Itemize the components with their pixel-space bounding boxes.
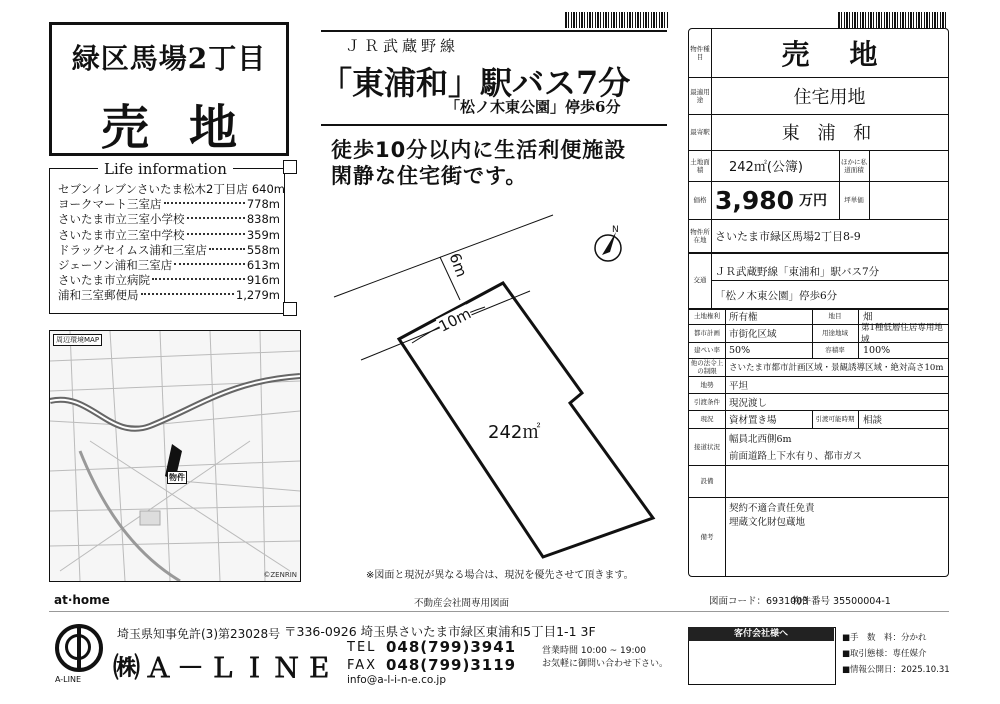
rights-value: 所有権 xyxy=(729,312,758,323)
city-plan-value: 市街化区域 xyxy=(729,329,777,340)
facility-name: ドラッグセイムス浦和三室店 xyxy=(58,242,207,257)
north-label: N xyxy=(612,225,619,235)
row-rights: 土地権利 所有権 地目 畑 xyxy=(689,308,948,325)
road-value-1: 幅員北西側6m xyxy=(729,434,792,445)
row-land-area: 土地面積 242㎡(公簿) ほかに私道面積 xyxy=(689,150,948,182)
life-info-item xyxy=(58,257,280,273)
row-current: 現況 資材置き場 引渡可能時期 相談 xyxy=(689,410,948,429)
road-value-2: 前面道路上下水有り、都市ガス xyxy=(729,451,863,462)
property-number: 物件番号 35500004-1 xyxy=(792,596,891,607)
price-unit: 万円 xyxy=(799,193,827,209)
fax-number: 048(799)3119 xyxy=(386,656,517,674)
terrain-value: 平坦 xyxy=(729,380,749,392)
life-info-item xyxy=(58,227,280,243)
catch-copy xyxy=(331,137,626,189)
row-other-laws: 他の法令上の制限 さいたま市都市計画区域・景観誘導区域・絶対高さ10m xyxy=(689,358,948,377)
facility-name: ヨークマート三室店 xyxy=(58,197,162,212)
row-type: 物件種目 売地 xyxy=(689,29,948,78)
deal-type: ■取引態様：専任媒介 xyxy=(842,649,927,659)
figure-code: 図面コード：6931003 xyxy=(709,596,809,607)
athome-logo: at·home xyxy=(54,593,110,607)
station-access: 「東浦和」駅バス7分 xyxy=(320,64,631,102)
row-facilities: 設備 xyxy=(689,465,948,498)
map-credit: ©ZENRIN xyxy=(263,571,297,579)
catch-line-1: 徒歩10分以内に生活利便施設 xyxy=(331,138,627,162)
life-info-item xyxy=(58,211,280,227)
company-address: 〒336-0926 埼玉県さいたま市緑区東浦和5丁目1-1 3F xyxy=(284,624,596,639)
zoning-value: 第1種低層住居専用地域 xyxy=(861,323,943,345)
facility-name: 浦和三室郵便局 xyxy=(58,288,139,303)
jr-line: ＪＲ武蔵野線 xyxy=(345,37,460,55)
row-delivery: 引渡条件 現況渡し xyxy=(689,393,948,411)
row-use: 最適用途 住宅用地 xyxy=(689,77,948,115)
license-number: 埼玉県知事免許(3)第23028号 xyxy=(117,627,281,641)
row-bcr: 建ぺい率 50% 容積率 100% xyxy=(689,342,948,359)
facility-distance: 1,279m xyxy=(235,288,280,303)
bus-stop-access: 「松ノ木東公園」停歩6分 xyxy=(445,98,621,116)
land-area-value: 242㎡(公簿) xyxy=(729,160,803,175)
sale-type-title: 売地 xyxy=(100,100,277,156)
fax-label: FAX xyxy=(347,658,378,673)
business-hours: 営業時間 10:00 ~ 19:00 お気軽に御問い合わせ下さい。 xyxy=(542,646,669,669)
facility-name: さいたま市立三室小学校 xyxy=(58,212,185,227)
traffic-line-2: 「松ノ木東公園」停歩6分 xyxy=(715,290,838,302)
facility-name: セブンイレブンさいたま松木2丁目店 xyxy=(58,182,248,196)
type-value: 売地 xyxy=(781,38,918,71)
row-address: 物件所在地 さいたま市緑区馬場2丁目8-9 xyxy=(689,219,948,254)
deal-terms xyxy=(842,630,950,678)
facility-name: さいたま市立三室中学校 xyxy=(58,227,185,242)
corner-square-icon xyxy=(283,302,297,316)
area-title: 緑区馬場2丁目 xyxy=(71,42,267,75)
row-road: 接道状況 幅員北西側6m 前面道路上下水有り、都市ガス xyxy=(689,428,948,466)
client-company-header: 客付会社様へ xyxy=(688,627,834,641)
footer-divider xyxy=(49,611,949,612)
current-value: 資材置き場 xyxy=(729,415,777,426)
facility-distance: 778m xyxy=(246,197,280,212)
remarks-value-2: 埋蔵文化財包蔵地 xyxy=(729,517,806,528)
map-drawing xyxy=(50,331,300,581)
row-price: 価格 3,980 万円 坪単価 xyxy=(689,181,948,220)
row-traffic: 交通 ＪＲ武蔵野線「東浦和」駅バス7分 「松ノ木東公園」停歩6分 xyxy=(689,252,948,310)
station-value: 東 浦 和 xyxy=(781,123,878,144)
facility-distance: 838m xyxy=(246,212,280,227)
road-width-label: 6m xyxy=(445,250,471,280)
facility-distance: 359m xyxy=(246,227,280,242)
tel-number[interactable]: 048(799)3941 xyxy=(386,638,517,656)
barcode-top-right xyxy=(838,12,946,28)
facility-distance: 613m xyxy=(246,258,280,272)
facility-name: さいたま市立病院 xyxy=(58,273,150,288)
catch-line-2: 閑静な住宅街です。 xyxy=(331,164,528,188)
life-info-item xyxy=(58,242,280,258)
use-value: 住宅用地 xyxy=(793,86,866,108)
row-terrain: 地勢 平坦 xyxy=(689,376,948,394)
barcode-top-center xyxy=(565,12,669,28)
far-value: 100% xyxy=(863,344,891,356)
life-info-item xyxy=(58,287,280,303)
plot-diagram xyxy=(320,200,670,580)
tel-label: TEL xyxy=(347,640,377,655)
plot-area-label: 242㎡ xyxy=(488,422,541,443)
row-station: 最寄駅 東 浦 和 xyxy=(689,114,948,151)
diagram-note: ※図面と現況が異なる場合は、現況を優先させて頂きます。 xyxy=(366,570,634,581)
facility-distance: 558m xyxy=(246,242,280,257)
life-info-item xyxy=(58,272,280,288)
other-laws-value: さいたま市都市計画区域・景観誘導区域・絶対高さ10m xyxy=(729,363,944,373)
facility-name: ジェーソン浦和三室店 xyxy=(58,258,173,272)
delivery-date-value: 相談 xyxy=(863,415,883,426)
map-label: 周辺環境MAP xyxy=(53,334,102,346)
remarks-value-1: 契約不適合責任免責 xyxy=(729,503,815,514)
fee-terms: ■手 数 料：分かれ xyxy=(842,633,927,643)
life-info-item xyxy=(58,181,285,197)
life-info-item xyxy=(58,196,280,212)
category-value: 畑 xyxy=(863,312,873,323)
company-logo-icon xyxy=(55,624,103,672)
north-arrow-icon xyxy=(595,232,621,261)
life-info-title: Life information xyxy=(98,160,233,178)
map-marker-label: 物件 xyxy=(169,473,185,482)
traffic-line-1: ＪＲ武蔵野線「東浦和」駅バス7分 xyxy=(715,266,880,278)
facility-distance: 916m xyxy=(246,273,280,288)
title-box xyxy=(49,22,289,156)
delivery-value: 現況渡し xyxy=(729,397,768,409)
corner-square-icon xyxy=(283,160,297,174)
price-value: 3,980 xyxy=(715,185,795,215)
property-detail-table xyxy=(688,28,949,577)
facility-distance: 640m xyxy=(251,182,285,196)
area-map xyxy=(49,330,301,582)
dedicated-note: 不動産会社間専用図面 xyxy=(414,598,510,609)
row-remarks: 備考 契約不適合責任免責 埋蔵文化財包蔵地 xyxy=(689,497,948,576)
company-name: ㈱Ａ－ＬＩＮＥ xyxy=(113,653,337,684)
frontage-label: 10m xyxy=(435,304,474,336)
company-email[interactable]: info@a-l-i-n-e.co.jp xyxy=(347,674,447,686)
publish-date: ■情報公開日：2025.10.31 xyxy=(842,665,950,675)
bcr-value: 50% xyxy=(729,344,751,356)
row-city-plan: 都市計画 市街化区域 用途地域 第1種低層住居専用地域 xyxy=(689,324,948,343)
logo-caption: A-LINE xyxy=(55,675,82,684)
address-value: さいたま市緑区馬場2丁目8-9 xyxy=(715,229,861,243)
